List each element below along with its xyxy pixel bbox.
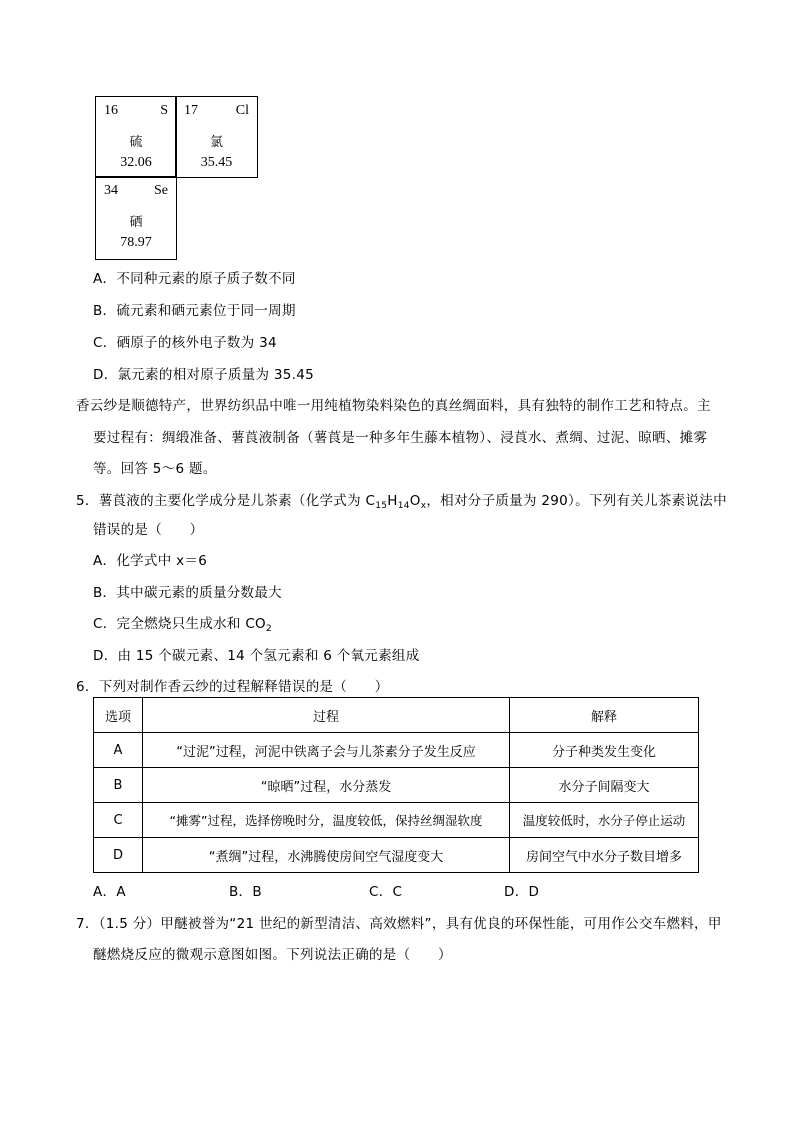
q4-option-c: C．硒原子的核外电子数为 34 — [93, 335, 277, 351]
q5-option-c-text: C．完全燃烧只生成水和 CO — [93, 616, 266, 632]
atomic-number: 17 — [184, 103, 198, 118]
table-row — [94, 838, 699, 873]
table-header-row — [94, 698, 699, 733]
element-name: 硒 — [129, 215, 143, 230]
table-cell: “煮绸”过程，水沸腾使房间空气湿度变大 — [143, 838, 510, 873]
formula-subscript: x — [420, 501, 427, 511]
q6-table — [93, 697, 699, 873]
table-cell: 温度较低时，水分子停止运动 — [510, 803, 699, 838]
table-cell: 分子种类发生变化 — [510, 733, 699, 768]
q5-option-c — [93, 612, 272, 634]
table-cell: B — [94, 768, 143, 803]
q5-stem-pre: 5．薯莨液的主要化学成分是儿茶素（化学式为 C — [76, 493, 376, 509]
formula-subscript: 2 — [265, 624, 273, 634]
q4-option-d: D．氯元素的相对原子质量为 35.45 — [93, 367, 315, 383]
periodic-cell-sulfur — [95, 96, 177, 178]
passage-line-3: 等。回答 5～6 题。 — [93, 461, 217, 477]
q7-stem-line-2: 醚燃烧反应的微观示意图如图。下列说法正确的是（ ） — [93, 947, 452, 963]
q4-option-b: B．硫元素和硒元素位于同一周期 — [93, 303, 296, 319]
passage-line-2: 要过程有：绸缎准备、薯莨液制备（薯莨是一种多年生藤本植物）、浸莨水、煮绸、过泥、晾晒、摊雾 — [93, 430, 708, 446]
formula-subscript: 14 — [397, 501, 410, 511]
atomic-mass: 78.97 — [120, 235, 152, 250]
q6-answer-c: C．C — [369, 884, 403, 900]
q6-answer-d: D．D — [504, 884, 540, 900]
q4-option-a: A．不同种元素的原子质子数不同 — [93, 271, 296, 287]
q6-stem: 6．下列对制作香云纱的过程解释错误的是（ ） — [76, 679, 389, 695]
atomic-mass: 35.45 — [200, 155, 233, 170]
formula-part: H — [387, 493, 398, 509]
q6-answer-a: A．A — [93, 884, 126, 900]
q5-stem-post: ，相对分子质量为 290）。下列有关儿茶素说法中 — [426, 493, 727, 509]
table-cell: “摊雾”过程，选择傍晚时分，温度较低，保持丝绸湿软度 — [143, 803, 510, 838]
element-symbol: Se — [154, 183, 168, 198]
q5-stem-line-2: 错误的是（ ） — [93, 522, 204, 538]
table-row — [94, 733, 699, 768]
table-cell: 房间空气中水分子数目增多 — [510, 838, 699, 873]
table-cell: “晾晒”过程，水分蒸发 — [143, 768, 510, 803]
passage-line-1: 香云纱是顺德特产，世界纺织品中唯一用纯植物染料染色的真丝绸面料，具有独特的制作工艺和特点。主 — [76, 398, 711, 414]
table-cell: 水分子间隔变大 — [510, 768, 699, 803]
formula-part: O — [409, 493, 421, 509]
q7-stem-line-1: 7．（1.5 分）甲醚被誉为“21 世纪的新型清洁、高效燃料”，具有优良的环保性能，可用作公交车燃料，甲 — [76, 916, 722, 932]
table-header: 选项 — [94, 698, 143, 733]
element-symbol: S — [160, 103, 168, 118]
formula-subscript: 15 — [375, 501, 388, 511]
table-row — [94, 768, 699, 803]
table-cell: A — [94, 733, 143, 768]
element-symbol: Cl — [235, 103, 249, 118]
atomic-mass: 32.06 — [120, 155, 152, 170]
atomic-number: 16 — [104, 103, 118, 118]
periodic-cell-chlorine — [175, 96, 258, 178]
table-row — [94, 803, 699, 838]
element-name: 硫 — [129, 135, 143, 150]
table-cell: “过泥”过程，河泥中铁离子会与儿茶素分子发生反应 — [143, 733, 510, 768]
table-header: 解释 — [510, 698, 699, 733]
table-header: 过程 — [143, 698, 510, 733]
q6-answer-b: B．B — [229, 884, 262, 900]
q5-option-b: B．其中碳元素的质量分数最大 — [93, 585, 282, 601]
element-name: 氯 — [209, 135, 223, 150]
q5-option-d: D．由 15 个碳元素、14 个氢元素和 6 个氧元素组成 — [93, 648, 420, 664]
q5-option-a: A．化学式中 x＝6 — [93, 553, 208, 569]
q5-stem — [76, 489, 727, 511]
table-cell: C — [94, 803, 143, 838]
atomic-number: 34 — [104, 183, 118, 198]
table-cell: D — [94, 838, 143, 873]
periodic-cell-selenium — [95, 176, 177, 260]
